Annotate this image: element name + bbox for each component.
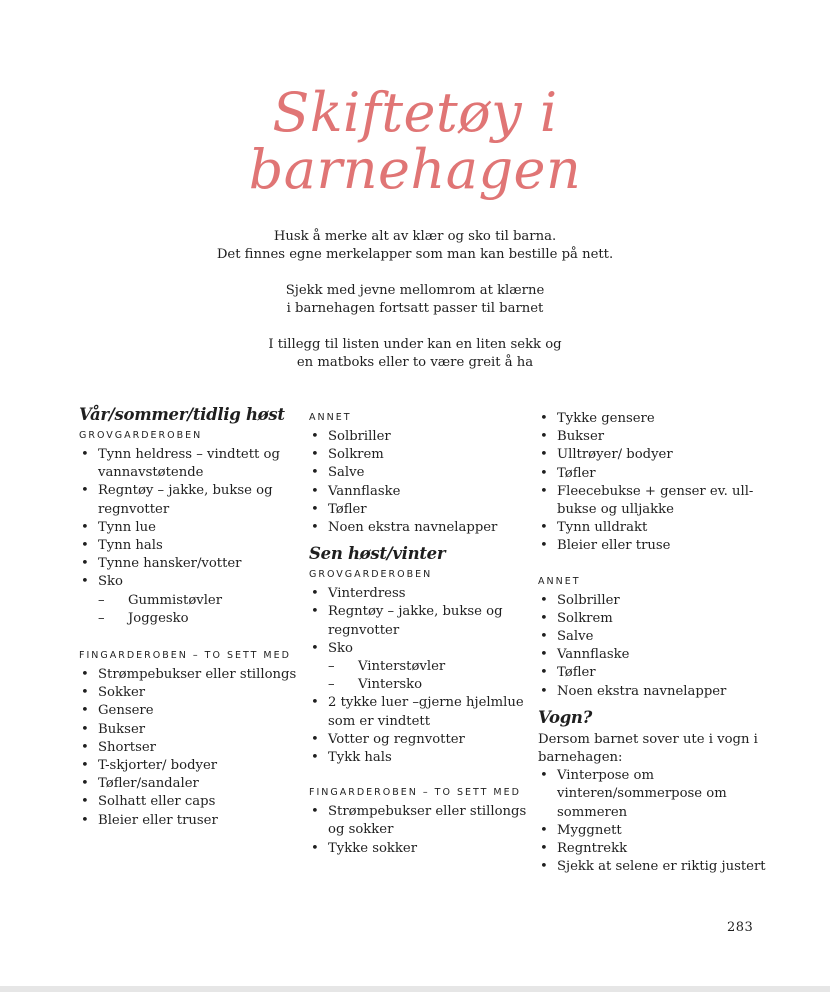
sub-list-item: – Gummistøvler: [79, 592, 304, 610]
list-item: • Tykke gensere: [538, 410, 768, 428]
list-item: • Salve: [538, 628, 768, 646]
list-item: • Regntrekk: [538, 840, 768, 858]
spacer: [309, 767, 534, 785]
list-item: • Sko: [79, 573, 304, 591]
title-line-2: barnehagen: [248, 138, 582, 201]
list-item: • Solbriller: [538, 592, 768, 610]
section-heading-spring-summer: Vår/sommer/tidlig høst: [79, 405, 285, 424]
grovgarderoben-list: [309, 585, 534, 767]
vogn-list: [538, 767, 768, 876]
list-item: • Tynn ulldrakt: [538, 519, 768, 537]
list-item: • 2 tykke luer –gjerne hjelmlue som er vindtett: [309, 694, 534, 730]
list-item: • Tynn heldress – vindtett og vannavstøtende: [79, 446, 304, 482]
intro-line: i barnehagen fortsatt passer til barnet: [286, 301, 544, 316]
list-item: • Tøfler: [309, 501, 534, 519]
list-item: • Fleecebukse + genser ev. ull-bukse og ulljakke: [538, 483, 768, 519]
list-item: • Strømpebukser eller stillongs og sokker: [309, 803, 534, 839]
list-item: • Bukser: [538, 428, 768, 446]
list-item: • Solbriller: [309, 428, 534, 446]
annet-list: [309, 428, 534, 537]
list-item: • Ulltrøyer/ bodyer: [538, 446, 768, 464]
fingarderoben-list-continued: [538, 410, 768, 556]
list-item: • Votter og regnvotter: [309, 731, 534, 749]
fingarderoben-list: [309, 803, 534, 858]
list-item: • Noen ekstra navnelapper: [309, 519, 534, 537]
list-item: • Bleier eller truser: [79, 812, 304, 830]
spacer: [538, 402, 768, 410]
list-item: • Myggnett: [538, 822, 768, 840]
list-item: • Tynn hals: [79, 537, 304, 555]
sub-list-item: – Vintersko: [309, 676, 534, 694]
list-item: • Solhatt eller caps: [79, 793, 304, 811]
list-item: • Bleier eller truse: [538, 537, 768, 555]
fingarderoben-list: [79, 666, 304, 830]
spacer: [309, 402, 534, 410]
page-bottom-edge: [0, 986, 830, 992]
subheading-grovgarderoben: GROVGARDEROBEN: [309, 569, 433, 581]
list-item: • Regntøy – jakke, bukse og regnvotter: [79, 482, 304, 518]
list-item: • Vinterdress: [309, 585, 534, 603]
list-item: • Noen ekstra navnelapper: [538, 683, 768, 701]
subheading-fingarderoben: FINGARDEROBEN – TO SETT MED: [79, 650, 291, 662]
intro-line: I tillegg til listen under kan en liten sekk og: [268, 337, 562, 352]
page-title: [0, 81, 830, 201]
intro-line: Husk å merke alt av klær og sko til barna.: [273, 229, 557, 244]
column-3: [538, 402, 768, 876]
intro-line: en matboks eller to være greit å ha: [296, 355, 534, 370]
intro-paragraph-3: [0, 336, 830, 372]
subheading-grovgarderoben: GROVGARDEROBEN: [79, 430, 203, 441]
sub-list-item: – Joggesko: [79, 610, 304, 628]
list-item: • Tynne hansker/votter: [79, 555, 304, 573]
grovgarderoben-list: [79, 446, 304, 628]
subheading-fingarderoben: FINGARDEROBEN – TO SETT MED: [309, 787, 521, 799]
list-item: • Vannflaske: [538, 646, 768, 664]
list-item: • Tøfler/sandaler: [79, 775, 304, 793]
intro-line: Det finnes egne merkelapper som man kan bestille på nett.: [216, 247, 614, 262]
intro-text: [0, 228, 830, 390]
annet-list: [538, 592, 768, 701]
list-item: • Tykke sokker: [309, 840, 534, 858]
list-item: • Sokker: [79, 684, 304, 702]
list-item: • Gensere: [79, 702, 304, 720]
list-item: • Vinterpose om vinteren/sommerpose om sommeren: [538, 767, 768, 822]
intro-line: Sjekk med jevne mellomrom at klærne: [285, 283, 545, 298]
section-heading-vogn: Vogn?: [538, 707, 592, 727]
spacer: [538, 556, 768, 574]
title-line-1: Skiftetøy i: [272, 81, 558, 144]
list-item: • Shortser: [79, 739, 304, 757]
list-item: • Vannflaske: [309, 483, 534, 501]
list-item: • Tøfler: [538, 465, 768, 483]
list-item: • Tøfler: [538, 664, 768, 682]
list-item: • Solkrem: [309, 446, 534, 464]
intro-paragraph-2: [0, 282, 830, 318]
list-item: • Sjekk at selene er riktig justert: [538, 858, 768, 876]
list-item: • Salve: [309, 464, 534, 482]
page-number: 283: [727, 920, 754, 935]
list-item: • Strømpebukser eller stillongs: [79, 666, 304, 684]
list-item: • Solkrem: [538, 610, 768, 628]
column-1: [79, 402, 304, 830]
subheading-annet: ANNET: [309, 412, 352, 423]
section-heading-autumn-winter: Sen høst/vinter: [309, 544, 446, 564]
vogn-description: Dersom barnet sover ute i vogn i barnehagen:: [538, 731, 758, 766]
list-item: • Bukser: [79, 721, 304, 739]
list-item: • Tykk hals: [309, 749, 534, 767]
list-item: • T-skjorter/ bodyer: [79, 757, 304, 775]
column-2: [309, 402, 534, 858]
intro-paragraph-1: [0, 228, 830, 264]
subheading-annet: ANNET: [538, 575, 581, 587]
list-item: • Sko: [309, 640, 534, 658]
spacer: [79, 628, 304, 648]
list-item: • Tynn lue: [79, 519, 304, 537]
list-item: • Regntøy – jakke, bukse og regnvotter: [309, 603, 534, 639]
sub-list-item: – Vinterstøvler: [309, 658, 534, 676]
